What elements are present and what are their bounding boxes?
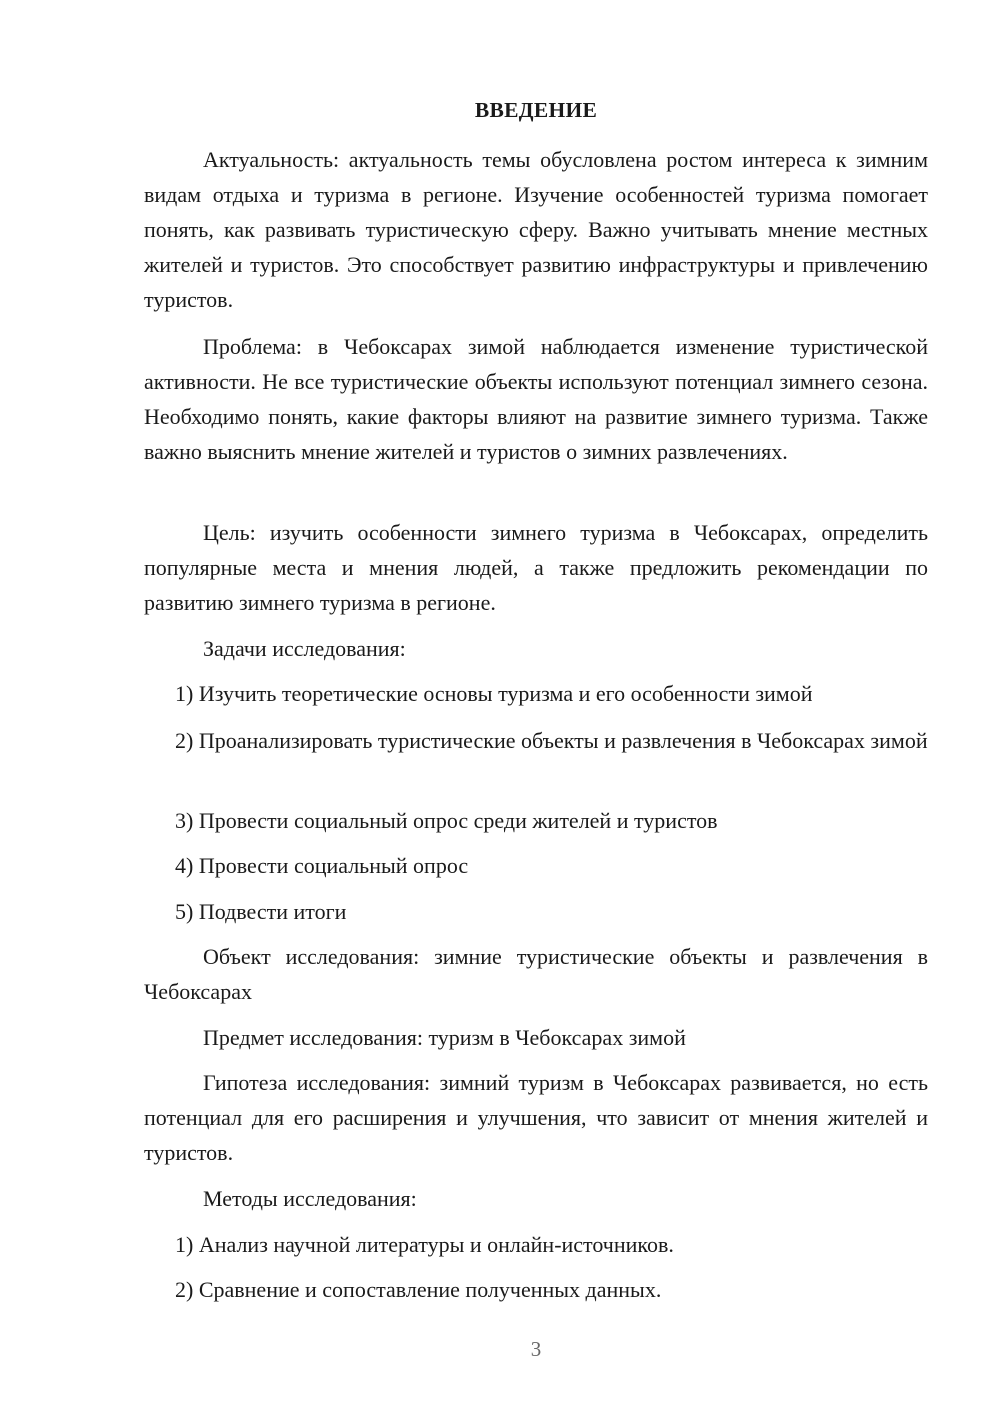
paragraph-methods-heading: Методы исследования:	[203, 1186, 417, 1211]
method-item-2: 2) Сравнение и сопоставление полученных данных.	[175, 1277, 662, 1302]
task-item-5: 5) Подвести итоги	[175, 899, 347, 924]
task-item-3: 3) Провести социальный опрос среди жителей и туристов	[175, 808, 718, 833]
paragraph-subject: Предмет исследования: туризм в Чебоксарах зимой	[203, 1025, 686, 1050]
paragraph-object: Объект исследования: зимние туристические объекты и развлечения в Чебоксарах	[144, 944, 928, 1004]
page-number: 3	[530, 1337, 542, 1361]
method-item-1: 1) Анализ научной литературы и онлайн-источников.	[175, 1232, 674, 1257]
paragraph-relevance: Актуальность: актуальность темы обусловлена ростом интереса к зимним видам отдыха и туризма в регионе. Изучение особенностей туризма помогает понять, как развивать туристическую сферу. Важно учитывать мнение местных жителей и туристов. Это способствует развитию инфраструктуры и привлечению туристов.	[144, 147, 928, 312]
page-title: ВВЕДЕНИЕ	[474, 98, 598, 122]
paragraph-hypothesis: Гипотеза исследования: зимний туризм в Чебоксарах развивается, но есть потенциал для его расширения и улучшения, что зависит от мнения жителей и туристов.	[144, 1070, 928, 1165]
paragraph-problem: Проблема: в Чебоксарах зимой наблюдается изменение туристической активности. Не все туристические объекты используют потенциал зимнего сезона. Необходимо понять, какие факторы влияют на развитие зимнего туризма. Также важно выяснить мнение жителей и туристов о зимних развлечениях.	[144, 334, 928, 464]
task-item-4: 4) Провести социальный опрос	[175, 853, 469, 878]
task-item-2: 2) Проанализировать туристические объекты и развлечения в Чебоксарах зимой	[175, 728, 928, 753]
task-item-1: 1) Изучить теоретические основы туризма и его особенности зимой	[175, 681, 813, 706]
paragraph-goal: Цель: изучить особенности зимнего туризма в Чебоксарах, определить популярные места и мнения людей, а также предложить рекомендации по развитию зимнего туризма в регионе.	[144, 520, 928, 615]
paragraph-tasks-heading: Задачи исследования:	[203, 636, 406, 661]
